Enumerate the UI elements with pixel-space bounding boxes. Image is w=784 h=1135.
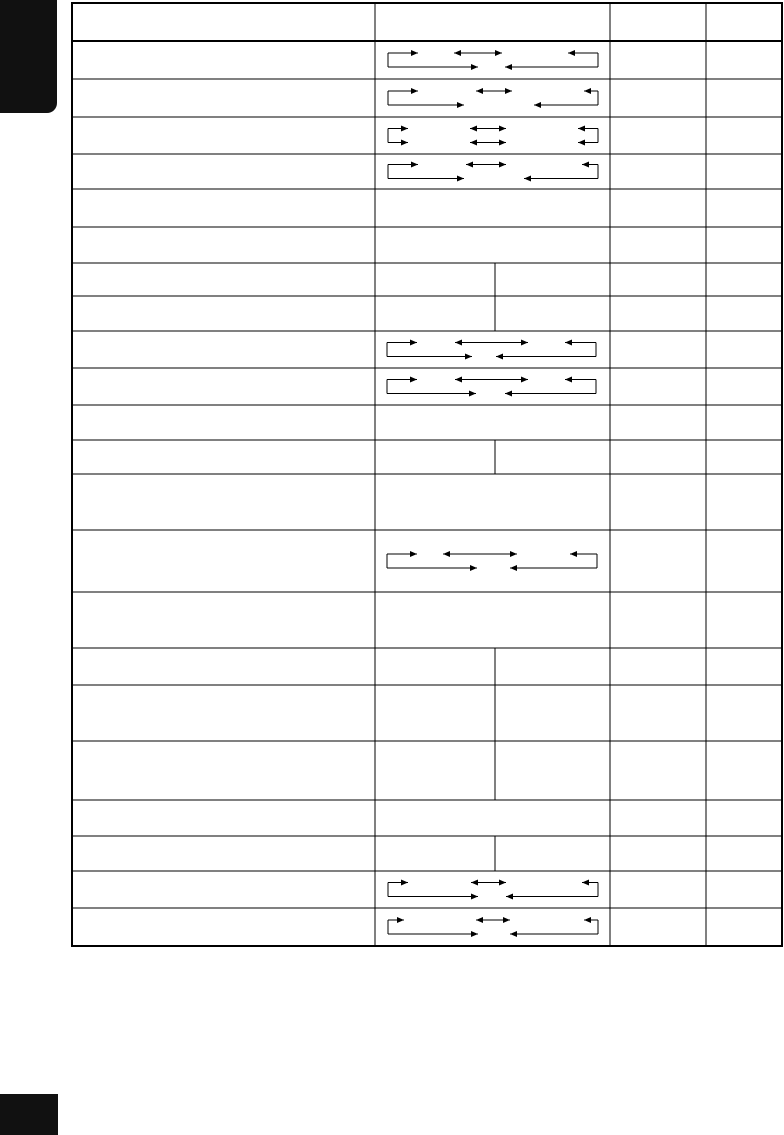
arrowhead-left-icon [584, 88, 591, 94]
arrowhead-right-icon [401, 140, 408, 146]
arrowhead-right-icon [521, 340, 528, 346]
arrowhead-left-icon [510, 565, 517, 571]
arrowhead-right-icon [505, 88, 512, 94]
arrowhead-right-icon [499, 880, 506, 886]
arrowhead-left-icon [454, 50, 461, 56]
arrowhead-right-icon [465, 354, 472, 360]
arrowhead-left-icon [470, 140, 477, 146]
arrowhead-right-icon [410, 377, 417, 383]
arrowhead-right-icon [470, 565, 477, 571]
arrowhead-right-icon [401, 880, 408, 886]
arrowhead-right-icon [410, 551, 417, 557]
arrowhead-right-icon [471, 64, 478, 70]
arrowhead-right-icon [397, 917, 404, 923]
arrowhead-left-icon [578, 126, 585, 132]
arrowhead-left-icon [476, 88, 483, 94]
arrowhead-left-icon [524, 176, 531, 182]
page-number-box [0, 1094, 58, 1135]
arrowhead-left-icon [582, 880, 589, 886]
arrowhead-left-icon [443, 551, 450, 557]
arrowhead-left-icon [455, 377, 462, 383]
arrowhead-right-icon [469, 391, 476, 397]
arrowhead-right-icon [401, 126, 408, 132]
arrowhead-left-icon [466, 162, 473, 168]
arrowhead-right-icon [410, 340, 417, 346]
arrowhead-left-icon [476, 917, 483, 923]
arrowhead-right-icon [457, 102, 464, 108]
arrowhead-right-icon [510, 551, 517, 557]
arrowhead-left-icon [506, 894, 513, 900]
arrowhead-left-icon [496, 354, 503, 360]
arrowhead-left-icon [471, 880, 478, 886]
arrowhead-right-icon [411, 88, 418, 94]
arrowhead-right-icon [457, 176, 464, 182]
arrowhead-left-icon [570, 551, 577, 557]
arrowhead-left-icon [584, 917, 591, 923]
arrowhead-left-icon [582, 162, 589, 168]
arrowhead-right-icon [411, 162, 418, 168]
arrowhead-right-icon [499, 162, 506, 168]
arrowhead-right-icon [471, 931, 478, 937]
arrowhead-left-icon [470, 126, 477, 132]
arrowhead-left-icon [578, 140, 585, 146]
arrowhead-right-icon [521, 377, 528, 383]
arrowhead-left-icon [565, 377, 572, 383]
arrowhead-right-icon [503, 917, 510, 923]
arrowhead-left-icon [565, 340, 572, 346]
arrowhead-left-icon [455, 340, 462, 346]
arrowhead-right-icon [499, 126, 506, 132]
arrowhead-right-icon [499, 140, 506, 146]
arrowhead-left-icon [568, 50, 575, 56]
arrowhead-left-icon [534, 102, 541, 108]
arrowhead-right-icon [411, 50, 418, 56]
arrowhead-left-icon [510, 931, 517, 937]
arrowhead-right-icon [471, 894, 478, 900]
arrowhead-left-icon [505, 391, 512, 397]
arrowhead-left-icon [505, 64, 512, 70]
arrowhead-right-icon [495, 50, 502, 56]
